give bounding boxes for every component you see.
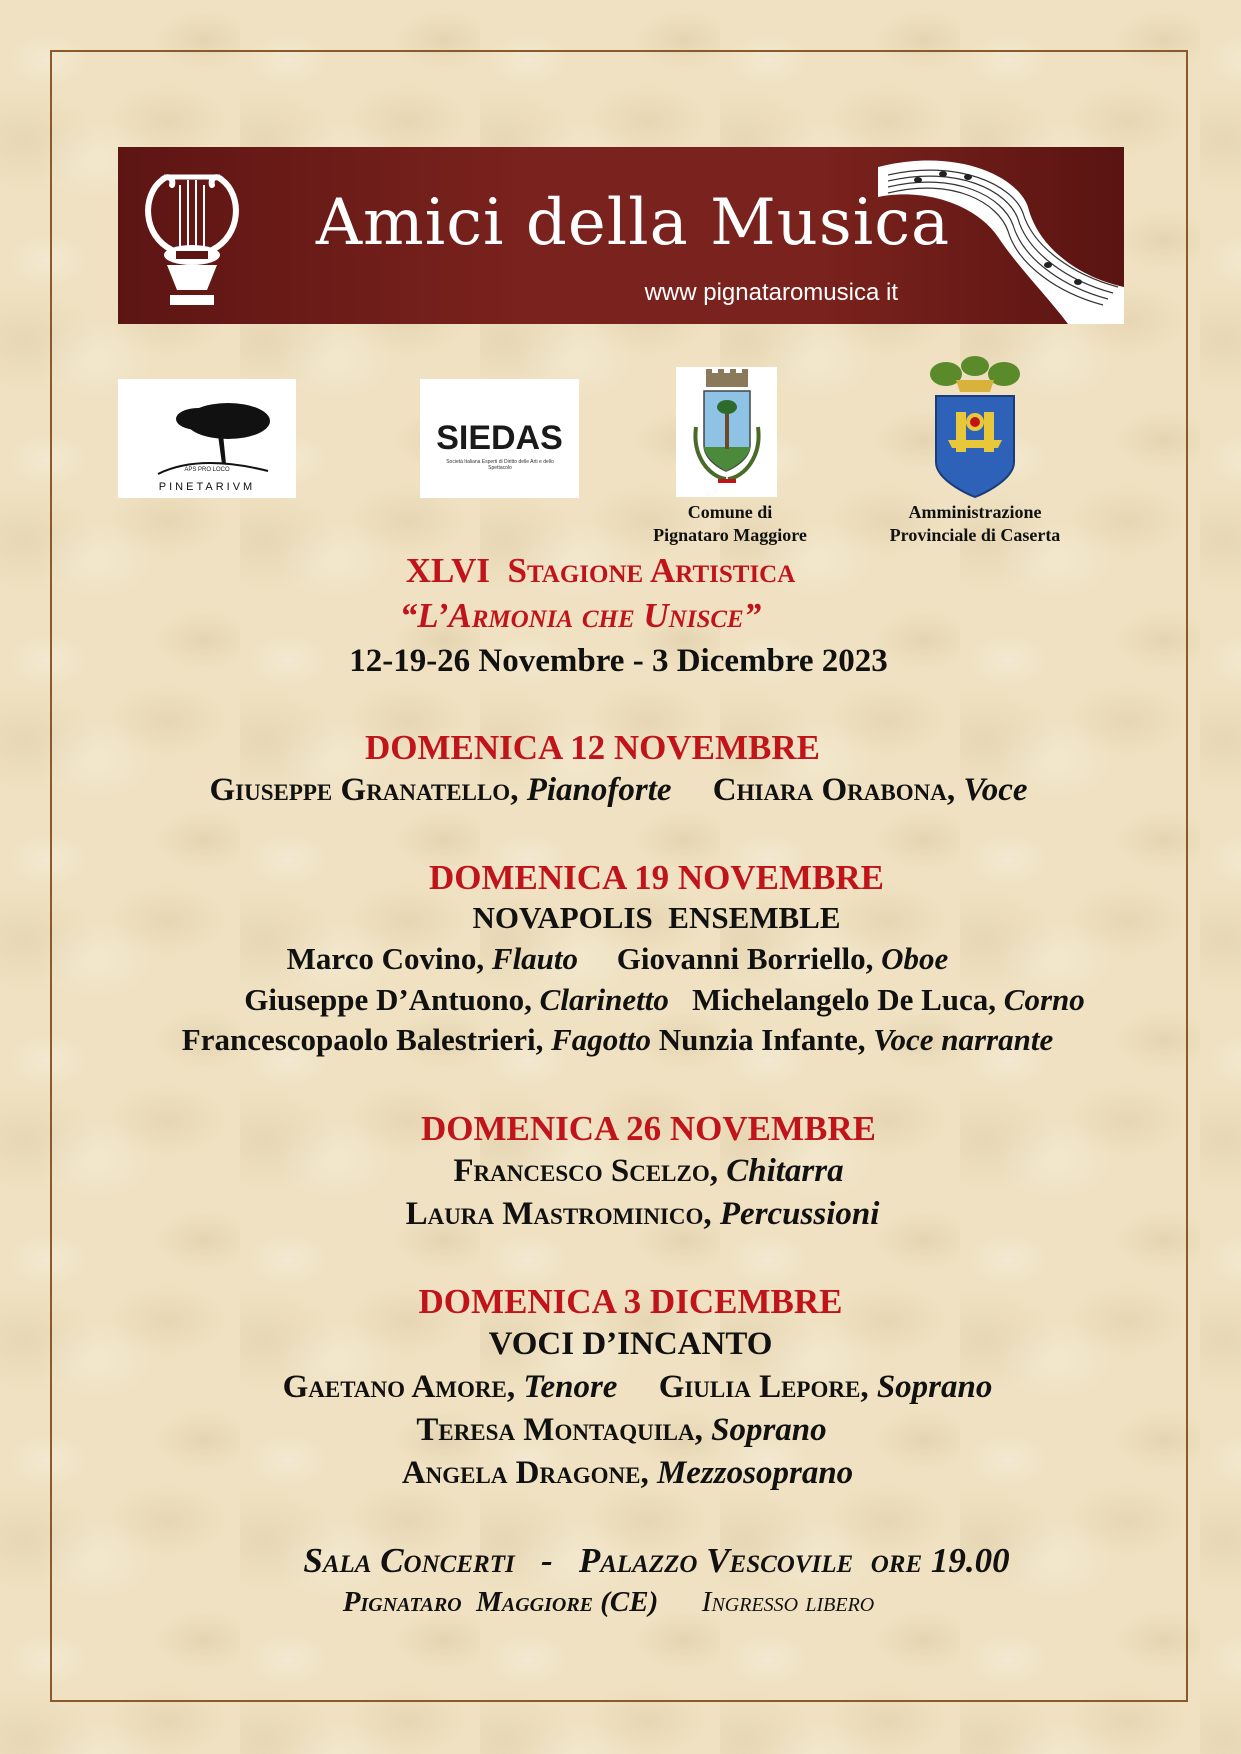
comune-coat-of-arms-icon [676, 367, 777, 497]
lyre-icon [132, 155, 252, 315]
performer-name: Giuseppe D’Antuono [244, 982, 525, 1017]
amici-della-musica-banner [118, 147, 1124, 324]
concert-1-performers: Giuseppe Granatello, Pianoforte Chiara Orabona, Voce [209, 772, 1028, 808]
performer-instrument: Soprano [876, 1369, 993, 1405]
season-name: Stagione Artistica [507, 551, 796, 590]
performer-name: Teresa Montaquila [416, 1412, 695, 1448]
concert-4-row-1: Gaetano Amore, Tenore Giulia Lepore, Soprano [282, 1369, 993, 1405]
performer-instrument: Mezzosoprano [656, 1455, 854, 1491]
venue-entry: Ingresso libero [701, 1586, 875, 1618]
concert-4-row-3: Angela Dragone, Mezzosoprano [401, 1455, 854, 1491]
concert-2-row-3: Francescopaolo Balestrieri, Fagotto Nunzia Infante, Voce narrante [181, 1022, 1054, 1057]
venue-town-line [0, 1586, 1229, 1619]
concert-2-row-2: Giuseppe D’Antuono, Clarinetto Michelangelo De Luca, Corno [244, 982, 1085, 1017]
website-url: www pignataromusica it [644, 279, 898, 306]
performer-instrument: Soprano [711, 1412, 827, 1448]
concert-3-row-1: Francesco Scelzo, Chitarra [453, 1153, 844, 1189]
performer-name: Giuseppe Granatello [209, 772, 511, 808]
performer-name: Laura Mastrominico [405, 1196, 704, 1232]
siedas-name: SIEDAS [436, 419, 563, 457]
performer-name: Marco Covino [286, 941, 477, 976]
season-edition: XLVI [405, 551, 491, 590]
performer-name: Chiara Orabona [712, 772, 947, 808]
performer-name: Michelangelo De Luca [692, 982, 989, 1017]
performer-instrument: Clarinetto [539, 982, 669, 1017]
performer-instrument: Oboe [881, 941, 949, 976]
pinetarium-logo [118, 379, 296, 498]
season-motto: “L’Armonia che Unisce” [399, 596, 762, 635]
performer-name: Giovanni Borriello [616, 941, 866, 976]
performer-instrument: Voce [963, 772, 1028, 808]
venue-separator: - [540, 1541, 553, 1580]
concert-3-row-2: Laura Mastrominico, Percussioni [405, 1196, 880, 1232]
performer-instrument: Chitarra [726, 1153, 844, 1189]
concert-1-date: DOMENICA 12 NOVEMBRE [364, 728, 821, 767]
performer-name: Nunzia Infante [658, 1022, 858, 1057]
concert-2-date: DOMENICA 19 NOVEMBRE [428, 858, 885, 897]
banner-title: Amici della Musica [315, 186, 951, 260]
provincia-caption [860, 501, 1090, 547]
performer-instrument: Corno [1003, 982, 1085, 1017]
pinetarium-aps: APS PRO LOCO [184, 467, 230, 473]
comune-caption [630, 501, 830, 547]
concert-3-date: DOMENICA 26 NOVEMBRE [420, 1109, 877, 1148]
comune-line1: Comune di [687, 502, 773, 522]
performer-instrument: Percussioni [719, 1196, 880, 1232]
performer-instrument: Flauto [491, 941, 579, 976]
pinetarium-name: PINETARIVM [158, 481, 256, 493]
comune-crest [676, 367, 777, 497]
siedas-logo [420, 379, 579, 498]
performer-instrument: Pianoforte [526, 772, 672, 808]
performer-name: Gaetano Amore [282, 1369, 507, 1405]
sheet-music-icon [848, 147, 1124, 324]
venue-palace: Palazzo Vescovile [578, 1541, 854, 1580]
concert-4-ensemble: VOCI D’INCANTO [488, 1326, 773, 1362]
performer-instrument: Voce narrante [873, 1022, 1054, 1057]
season-dates: 12-19-26 Novembre - 3 Dicembre 2023 [349, 643, 888, 679]
provincia-caserta-crest-icon [926, 352, 1024, 500]
concert-2-row-1: Marco Covino, Flauto Giovanni Borriello, Oboe [286, 941, 949, 976]
performer-name: Giulia Lepore [658, 1369, 861, 1405]
venue-town: Pignataro Maggiore (CE) [342, 1586, 659, 1618]
concert-4-date: DOMENICA 3 DICEMBRE [418, 1282, 843, 1321]
concert-2-ensemble: NOVAPOLIS ENSEMBLE [472, 900, 841, 935]
venue-time: ore 19.00 [870, 1541, 1010, 1580]
concert-4-row-2: Teresa Montaquila, Soprano [416, 1412, 827, 1448]
performer-instrument: Tenore [523, 1369, 618, 1405]
performer-instrument: Fagotto [551, 1022, 652, 1057]
provincia-line1: Amministrazione [908, 502, 1042, 522]
performer-name: Angela Dragone [401, 1455, 641, 1491]
venue-hall: Sala Concerti [303, 1541, 515, 1580]
siedas-subtitle: Società Italiana Esperti di Diritto delle Arti e dello Spettacolo [446, 459, 554, 471]
provincia-line2: Provinciale di Caserta [889, 525, 1061, 545]
venue-line [36, 1541, 1241, 1581]
performer-name: Francesco Scelzo [453, 1153, 710, 1189]
season-title [0, 551, 1221, 591]
comune-line2: Pignataro Maggiore [653, 525, 807, 545]
performer-name: Francescopaolo Balestrieri [181, 1022, 536, 1057]
